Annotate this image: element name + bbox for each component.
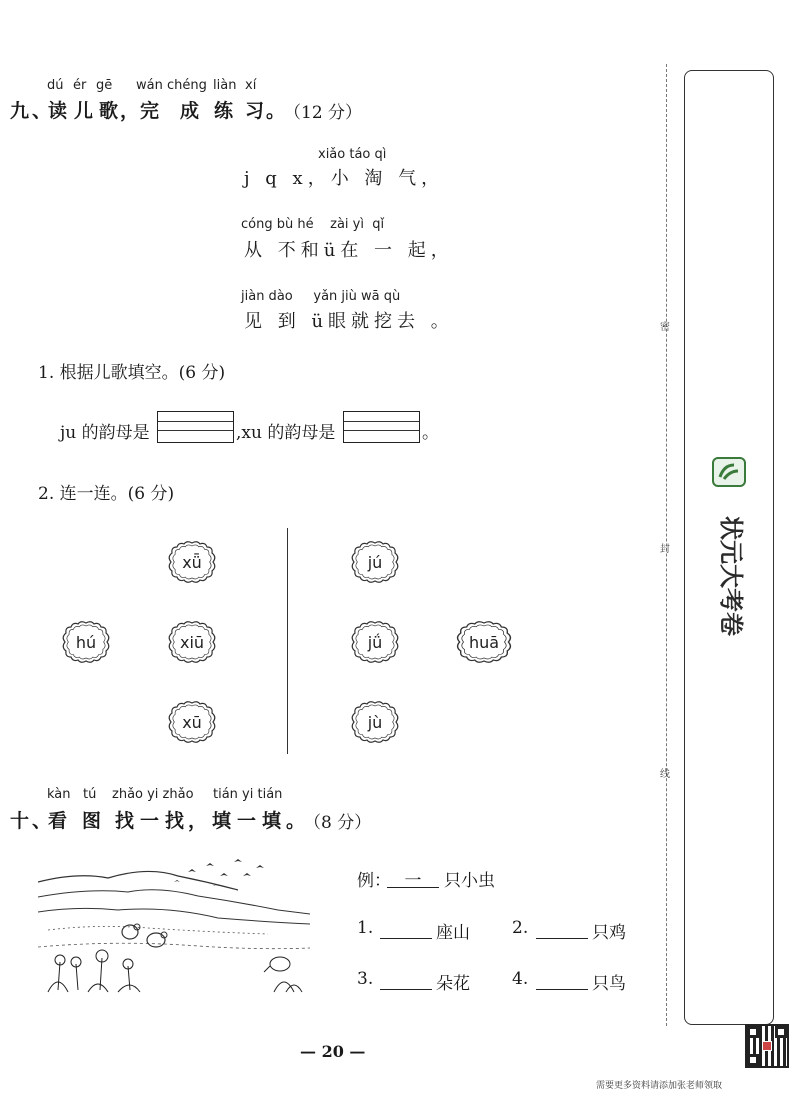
s10-pinyin-tu: tú (83, 787, 97, 802)
s10-pinyin-kan: kàn (47, 787, 71, 802)
s10-comma: ， (188, 810, 211, 832)
example-answer: 一 (387, 866, 439, 888)
syllable-card-hua[interactable] (455, 620, 513, 664)
s9-pinyin-du: dú (47, 78, 64, 93)
brand-title (705, 501, 755, 651)
s9-pinyin-xi: xí (245, 78, 257, 93)
poem-line2-pinyin: cóng bù hé zài yì qǐ (241, 217, 385, 232)
s9-score: （12 分） (284, 103, 363, 123)
item3-blank[interactable] (380, 989, 432, 990)
item1-num: 1. (357, 918, 374, 938)
syllable-card-xu-2[interactable] (167, 700, 217, 744)
syllable-text: xǖ (182, 552, 202, 572)
s9-pinyin-ge: gē (96, 78, 113, 93)
s10-char-kan: 看 (48, 810, 71, 832)
syllable-text: xiū (179, 632, 205, 652)
item4-suffix: 只鸟 (592, 974, 626, 994)
syllable-text: jú (367, 552, 383, 572)
s10-char-tian2: 填 (262, 810, 285, 832)
seal-char-xian: 线 (660, 769, 670, 780)
s9-char-wan: 完 (140, 100, 163, 122)
syllable-text: xū (182, 712, 202, 732)
answer-box-xu[interactable] (343, 411, 420, 443)
s9-pinyin-er: ér (73, 78, 87, 93)
s9-char-xi: 习 (245, 100, 268, 122)
q1-title: 1. 根据儿歌填空。(6 分) (38, 363, 226, 383)
syllable-text: jù (367, 712, 383, 732)
item3-num: 3. (357, 969, 374, 989)
q1-text-c: 。 (422, 423, 439, 443)
syllable-text: jǘ (367, 632, 383, 652)
s10-char-zhao1: 找 (115, 810, 138, 832)
seal-char-feng: 封 (660, 544, 670, 555)
example-suffix: 只小虫 (444, 871, 495, 891)
s10-char-yi2: 一 (237, 810, 260, 832)
s9-char-cheng: 成 (180, 100, 203, 122)
syllable-card-xiu[interactable] (167, 620, 217, 664)
item1-blank[interactable] (380, 938, 432, 939)
footer-note: 需要更多资料请添加张老师领取 (596, 1081, 723, 1091)
s10-char-zhao2: 找 (165, 810, 188, 832)
s10-score: （8 分） (304, 813, 372, 833)
brand-logo (712, 457, 746, 487)
brand-title-text: 状元大考卷 (717, 516, 745, 636)
poem-line2: 从 不和ü在 一 起， (244, 240, 454, 261)
s10-period: 。 (286, 810, 309, 832)
s10-char-tu: 图 (82, 810, 105, 832)
poem-line3: 见 到 ü眼就挖去 。 (244, 311, 454, 332)
item4-num: 4. (512, 969, 529, 989)
qr-code (745, 1024, 789, 1068)
answer-box-ju[interactable] (157, 411, 234, 443)
item2-suffix: 只鸡 (592, 923, 626, 943)
syllable-card-hu[interactable] (61, 620, 111, 664)
item4-blank[interactable] (536, 989, 588, 990)
brand-sidebar (684, 70, 774, 1025)
s9-pinyin-lian: liàn (213, 78, 237, 93)
s9-pinyin-wancheng: wán chéng (136, 78, 207, 93)
item3-suffix: 朵花 (436, 974, 470, 994)
s10-number: 十、 (10, 810, 55, 832)
item2-num: 2. (512, 918, 529, 938)
s9-char-ge: 歌 (99, 100, 122, 122)
poem-line3-pinyin: jiàn dào yǎn jiù wā qù (241, 289, 401, 304)
s10-pinyin-zhaoyizhao: zhǎo yi zhǎo (112, 787, 194, 802)
syllable-card-ju-2[interactable] (350, 540, 400, 584)
example-label: 例： (357, 871, 391, 891)
s9-number: 九、 (10, 100, 55, 122)
s10-char-tian1: 填 (212, 810, 235, 832)
syllable-card-xu-1[interactable] (167, 540, 217, 584)
q1-text-a: ju 的韵母是 (60, 423, 150, 443)
page-number: — 20 — (300, 1042, 366, 1061)
seal-char-mi: 密 (660, 322, 670, 333)
syllable-card-ju-umlaut[interactable] (350, 620, 400, 664)
poem-line1: j q x，小 淘 气， (244, 168, 445, 189)
item1-suffix: 座山 (436, 923, 470, 943)
poem-line1-pinyin: xiǎo táo qì (318, 147, 387, 162)
q2-divider (287, 528, 288, 754)
s10-char-yi1: 一 (140, 810, 163, 832)
item2-blank[interactable] (536, 938, 588, 939)
s9-comma: ， (120, 100, 143, 122)
syllable-text: huā (468, 632, 500, 652)
syllable-text: hú (75, 632, 97, 652)
s9-char-lian: 练 (214, 100, 237, 122)
s10-pinyin-tianyitian: tián yi tián (213, 787, 283, 802)
q2-title: 2. 连一连。(6 分) (38, 484, 175, 504)
landscape-illustration (38, 852, 310, 994)
syllable-card-ju-4[interactable] (350, 700, 400, 744)
s9-char-er: 儿 (74, 100, 97, 122)
s9-char-du: 读 (48, 100, 71, 122)
s9-period: 。 (266, 100, 289, 122)
q1-text-b: ,xu 的韵母是 (236, 423, 336, 443)
